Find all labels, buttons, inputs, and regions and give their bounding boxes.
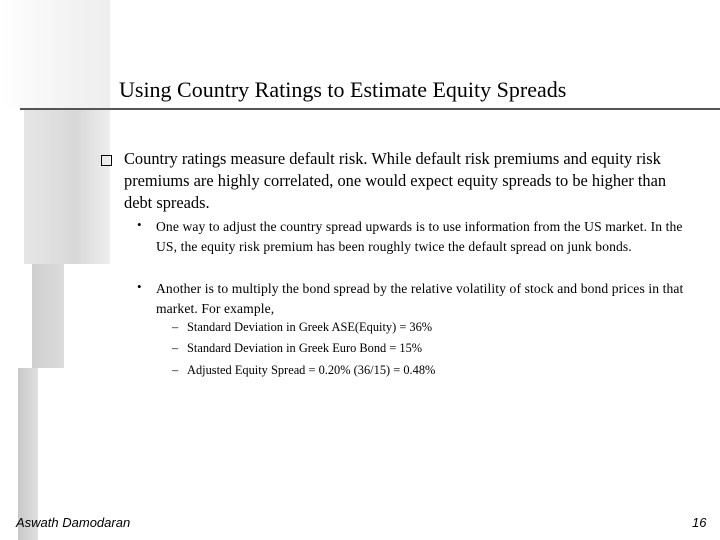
main-bullet-text: Country ratings measure default risk. While default risk premiums and equity risk premiums are highly correlated, one would expect equity spreads to be higher than debt spreads. [124, 149, 667, 212]
dash-list-item [172, 363, 435, 378]
footer-author: Aswath Damodaran [16, 515, 131, 530]
dash-icon: – [172, 341, 179, 355]
decorative-bar [32, 264, 64, 368]
title-divider [20, 108, 720, 110]
page-number: 16 [692, 515, 707, 530]
dash-list-item [172, 320, 432, 335]
decorative-bar [24, 108, 110, 264]
dash-icon: – [172, 363, 179, 377]
square-bullet-icon [101, 155, 112, 166]
sub-bullet-text: One way to adjust the country spread upwards is to use information from the US market. In the US, the equity risk premium has been roughly twice the default spread on junk bonds. [156, 219, 683, 254]
sub-bullet-text: Another is to multiply the bond spread by the relative volatility of stock and bond prices in that market. For example, [156, 281, 684, 316]
bullet-dot-icon: • [137, 217, 142, 232]
dash-item-text: Standard Deviation in Greek Euro Bond = 15% [187, 341, 423, 355]
dash-item-text: Standard Deviation in Greek ASE(Equity) = 36% [187, 320, 433, 334]
dash-list-item [172, 341, 422, 356]
slide-title: Using Country Ratings to Estimate Equity Spreads [119, 77, 567, 102]
decorative-bar [0, 0, 110, 108]
dash-item-text: Adjusted Equity Spread = 0.20% (36/15) = 0.48% [187, 363, 436, 377]
dash-icon: – [172, 320, 179, 334]
bullet-dot-icon: • [137, 279, 142, 294]
